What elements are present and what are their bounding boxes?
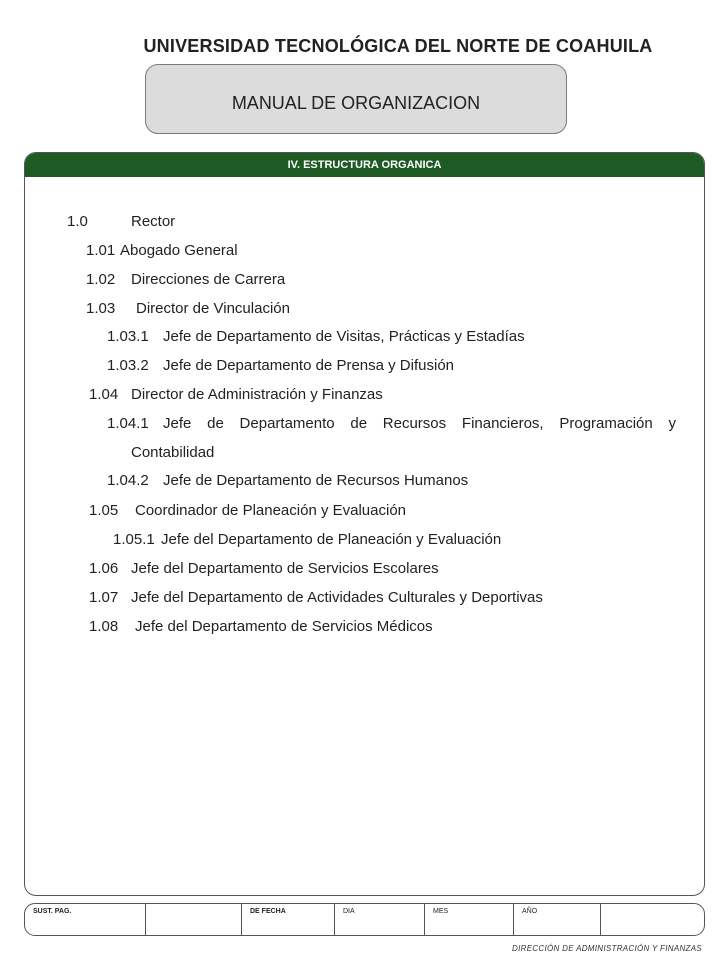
org-item	[67, 213, 175, 231]
org-item-label: Jefe del Departamento de Servicios Escolares	[131, 560, 439, 577]
org-item-number: 1.08	[89, 618, 119, 635]
org-item-number: 1.03	[86, 300, 116, 317]
org-item-label: Coordinador de Planeación y Evaluación	[135, 502, 407, 519]
org-item	[107, 357, 454, 375]
org-item-label: Director de Vinculación	[136, 300, 290, 317]
org-item-label: Jefe de Departamento de Visitas, Prácticas y Estadías	[163, 328, 525, 345]
section-header: IV. ESTRUCTURA ORGANICA	[25, 153, 704, 177]
org-item-label: Jefe de Departamento de Prensa y Difusión	[163, 357, 454, 374]
org-item	[113, 531, 501, 549]
dia-label: DIA	[335, 904, 425, 935]
org-item-number: 1.04.1	[107, 415, 149, 432]
org-item	[86, 300, 290, 318]
org-item-number: 1.01	[86, 242, 116, 259]
org-item	[86, 242, 238, 260]
org-item	[107, 472, 468, 490]
university-title: UNIVERSIDAD TECNOLÓGICA DEL NORTE DE COAHUILA	[143, 36, 653, 56]
org-item-number: 1.03.1	[107, 328, 149, 345]
org-item-number: 1.05	[89, 502, 119, 519]
org-item-label: Jefe de Departamento de Recursos Financieros, Programación y Contabilidad	[131, 415, 676, 461]
org-item	[89, 386, 383, 404]
org-item-number: 1.02	[86, 271, 116, 288]
org-item-label: Abogado General	[120, 242, 238, 259]
de-fecha-label: DE FECHA	[242, 904, 335, 935]
org-item-label: Direcciones de Carrera	[131, 271, 286, 288]
sust-pag-value	[146, 904, 242, 935]
org-item	[89, 589, 543, 607]
footer-department-note: DIRECCIÓN DE ADMINISTRACIÓN Y FINANZAS	[512, 944, 702, 953]
org-item-label: Rector	[131, 213, 176, 230]
org-item-label: Jefe de Departamento de Recursos Humanos	[163, 472, 469, 489]
org-item-number: 1.06	[89, 560, 119, 577]
org-item-label: Jefe del Departamento de Planeación y Evaluación	[161, 531, 502, 548]
footer-control-table	[24, 903, 705, 936]
org-item-number: 1.05.1	[113, 531, 155, 548]
org-item-number: 1.0	[67, 213, 88, 230]
content-frame	[24, 152, 705, 896]
org-item	[89, 560, 439, 578]
mes-label: MES	[425, 904, 514, 935]
org-item-number: 1.04.2	[107, 472, 149, 489]
org-item	[86, 271, 285, 289]
org-item-number: 1.04	[89, 386, 119, 403]
org-item	[89, 618, 433, 636]
org-item-label: Jefe del Departamento de Servicios Médicos	[135, 618, 433, 635]
org-item-label: Jefe del Departamento de Actividades Culturales y Deportivas	[131, 589, 543, 606]
org-item-number: 1.03.2	[107, 357, 149, 374]
org-item-number: 1.07	[89, 589, 119, 606]
org-item	[107, 415, 676, 467]
ano-label: AÑO	[514, 904, 601, 935]
manual-title-box: MANUAL DE ORGANIZACION	[145, 64, 567, 134]
sust-pag-label: SUST. PAG.	[25, 904, 146, 935]
org-item	[89, 502, 406, 520]
org-item-label: Director de Administración y Finanzas	[131, 386, 383, 403]
org-item	[107, 328, 525, 346]
